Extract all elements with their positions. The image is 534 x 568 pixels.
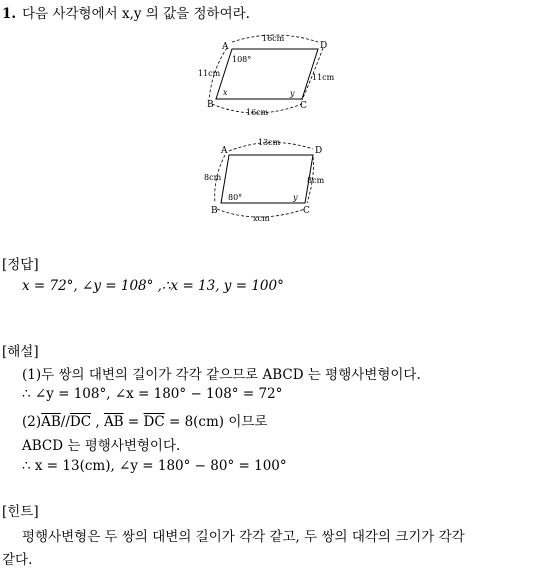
angle-B-label: x — [223, 88, 228, 97]
vertex-B: B — [211, 206, 218, 216]
explanation-heading: [해설] — [2, 344, 39, 360]
question-text: 다음 사각형에서 x,y 의 값을 정하여라. — [22, 6, 250, 22]
explanation-line-5: ∴ x = 13(cm), ∠y = 180° − 80° = 100° — [22, 458, 287, 474]
top-length-label: 16cm — [262, 34, 285, 43]
vertex-A: A — [221, 146, 228, 156]
vertex-C: C — [300, 101, 307, 111]
vertex-A: A — [222, 42, 229, 52]
vertex-D: D — [315, 146, 323, 156]
vertex-C: C — [303, 206, 310, 216]
angle-B-label: 80° — [228, 193, 243, 202]
angle-C-label: y — [290, 89, 295, 98]
explanation-line-4: ABCD 는 평행사변형이다. — [22, 438, 181, 454]
answer-heading: [정답] — [2, 257, 39, 273]
right-length-label: 8cm — [307, 176, 325, 185]
question — [2, 2, 250, 22]
figure-parallelogram-1 — [190, 30, 370, 125]
question-number: 1. — [2, 6, 17, 22]
explanation-line-3: $(2)\overline{AB}//\overline{DC}$ , $\overline{AB} = \overline{DC} = 8(cm)$ 이므로 — [22, 414, 268, 430]
explanation-line-2: ∴ ∠y = 108°, ∠x = 180° − 108° = 72° — [22, 386, 283, 402]
left-length-label: 8cm — [204, 173, 222, 182]
vertex-D: D — [320, 41, 328, 51]
answer-text: x = 72°, ∠y = 108° ,∴x = 13, y = 100° — [22, 278, 284, 294]
hint-heading: [힌트] — [2, 504, 39, 520]
figure-parallelogram-2 — [195, 133, 345, 225]
right-length-label: 11cm — [312, 73, 335, 82]
explanation-line-1: (1)두 쌍의 대변의 길이가 각각 같으므로 ABCD 는 평행사변형이다. — [22, 367, 421, 383]
hint-line-2: 같다. — [2, 552, 33, 568]
top-length-label: 13cm — [258, 138, 281, 147]
left-length-label: 11cm — [198, 69, 221, 78]
angle-C-label: y — [293, 193, 298, 202]
bottom-length-label: xcm — [253, 214, 270, 223]
vertex-B: B — [207, 100, 214, 110]
angle-A-label: 108° — [232, 55, 252, 64]
bottom-length-label: 16cm — [246, 108, 269, 117]
hint-line-1: 평행사변형은 두 쌍의 대변의 길이가 각각 같고, 두 쌍의 대각의 크기가 각각 — [22, 529, 465, 545]
